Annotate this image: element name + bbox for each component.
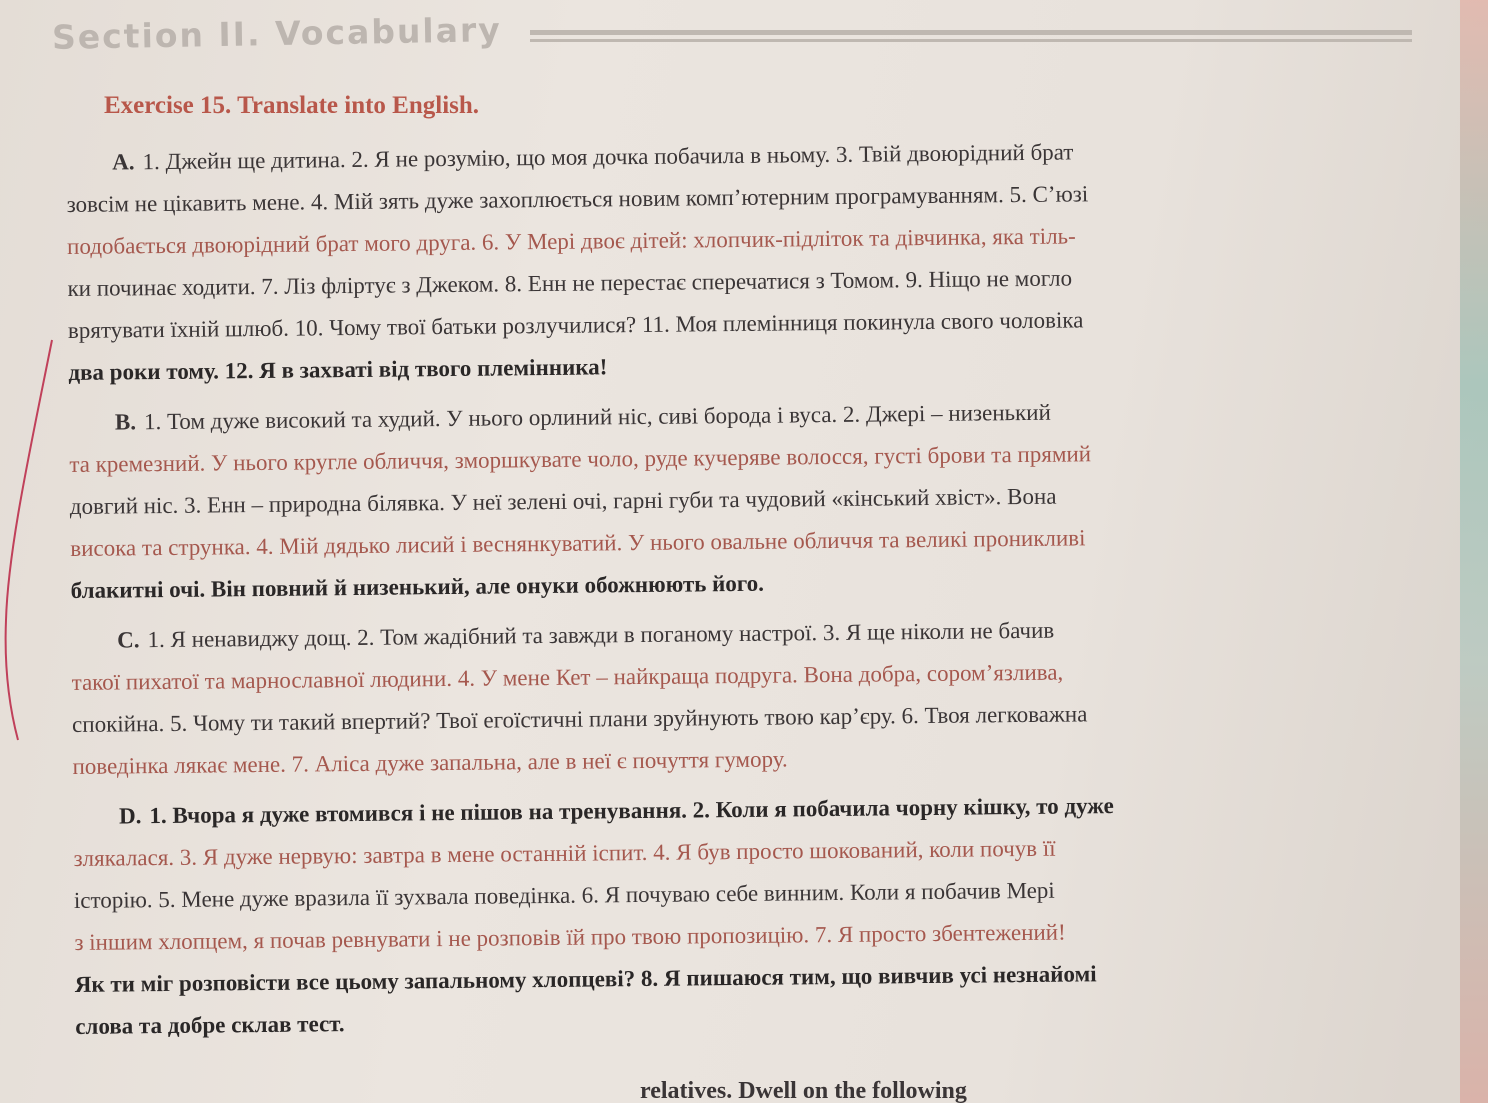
exercise-body [66, 128, 1455, 1048]
heading-rule-thick [530, 30, 1412, 35]
paragraph-label: A. [112, 149, 135, 175]
text-line: довгий ніс. 3. Енн – природна білявка. У неї зелені очі, гарні губи та чудовий «кінський хвіст». Вона [69, 483, 1057, 519]
text-line: врятувати їхній шлюб. 10. Чому твої батьки розлучилися? 11. Моя племінниця покинула свого чоловіка [67, 307, 1084, 343]
heading-rule-thin [530, 39, 1412, 42]
text-line: висока та струнка. 4. Мій дядько лисий і веснянкуватий. У нього овальне обличчя та великі проникливі [70, 525, 1086, 561]
text-line: та кремезний. У нього кругле обличчя, зморшкувате чоло, руде кучеряве волосся, густі брови та прямий [69, 441, 1092, 477]
heading-rule [530, 30, 1412, 46]
text-line: поведінка лякає мене. 7. Аліса дуже запальна, але в неї є почуття гумору. [72, 746, 788, 779]
line-text: 1. Том дуже високий та худий. У нього орлиний ніс, сиві борода і вуса. 2. Джері – низенький [143, 399, 1051, 435]
margin-pen-mark [0, 330, 60, 750]
text-line: спокійна. 5. Чому ти такий впертий? Твої егоїстичні плани зруйнують твою кар’єру. 6. Твоя легковажна [71, 701, 1088, 737]
line-text: 1. Вчора я дуже втомився і не пішов на тренування. 2. Коли я побачила чорну кішку, то дуже [149, 793, 1114, 829]
text-line: слова та добре склав тест. [75, 1011, 345, 1039]
text-line: подобається двоюрідний брат мого друга. 6. У Мері двоє дітей: хлопчик-підліток та дівчинка, яка тіль- [66, 223, 1076, 259]
text-line: історію. 5. Мене дуже вразила її зухвала поведінка. 6. Я почуваю себе винним. Коли я побачив Мері [73, 877, 1055, 913]
text-line: такої пихатої та марнославної людини. 4. У мене Кет – найкраща подруга. Вона добра, сором’язлива, [71, 659, 1064, 695]
paragraph-label: B. [114, 409, 137, 435]
paragraph-c [71, 606, 1453, 788]
text-line: зовсім не цікавить мене. 4. Мій зять дуже захоплюється новим комп’ютерним програмуванням. 5. С’юзі [66, 181, 1089, 217]
paragraph-a [66, 128, 1449, 394]
line-text: 1. Джейн ще дитина. 2. Я не розумію, що моя дочка побачила в ньому. 3. Твій двоюрідний брат [142, 139, 1074, 175]
paragraph-label: C. [117, 627, 140, 653]
paragraph-b [69, 388, 1451, 612]
text-line: блакитні очі. Він повний й низенький, але онуки обожнюють його. [70, 570, 765, 603]
text-line: два роки тому. 12. Я в захваті від твого племінника! [68, 354, 608, 385]
line-text: 1. Я ненавиджу дощ. 2. Том жадібний та завжди в поганому настрої. 3. Я ще ніколи не бачив [147, 617, 1055, 653]
paragraph-d [73, 782, 1456, 1048]
text-line: з іншим хлопцем, я почав ревнувати і не розповів їй про твою пропозицію. 7. Я просто збентежений! [74, 919, 1066, 955]
text-line: злякалася. 3. Я дуже нервую: завтра в мене останній іспит. 4. Я був просто шокований, коли почув її [73, 835, 1056, 871]
section-heading: Section II. Vocabulary [51, 10, 503, 57]
text-line: ки починає ходити. 7. Ліз фліртує з Джеком. 8. Енн не перестає сперечатися з Томом. 9. Ніщо не могло [67, 265, 1073, 301]
page-edge [1460, 0, 1488, 1103]
exercise-title: Exercise 15. Translate into English. [104, 92, 480, 119]
next-exercise-cut-text: relatives. Dwell on the following [640, 1078, 967, 1103]
paragraph-label: D. [118, 803, 142, 829]
text-line: Як ти міг розповісти все цьому запальному хлопцеві? 8. Я пишаюся тим, що вивчив усі незнайомі [74, 961, 1097, 997]
